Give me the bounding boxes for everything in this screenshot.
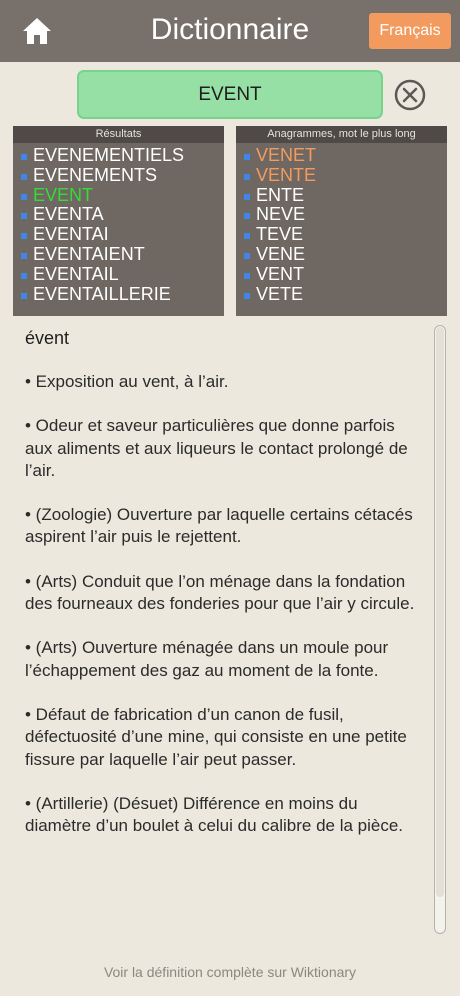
result-item[interactable] [13, 245, 224, 265]
anagrams-panel-header: Anagrammes, mot le plus long [236, 126, 447, 143]
anagram-item-label: NEVE [256, 204, 306, 225]
scrollbar-thumb[interactable] [436, 327, 444, 897]
result-item[interactable] [13, 205, 224, 225]
result-item-label: EVENTAIENT [33, 243, 145, 264]
result-item[interactable] [13, 265, 224, 285]
results-list [13, 143, 224, 304]
bullet-icon [21, 213, 27, 219]
wiktionary-link[interactable]: Voir la définition complète sur Wiktionary [103, 964, 357, 980]
definition-area[interactable] [25, 327, 420, 935]
bullet-icon [244, 194, 250, 200]
result-item-label: EVENTA [33, 204, 104, 225]
bullet-icon [244, 273, 250, 279]
bullet-icon [21, 194, 27, 200]
result-item-label: EVENTAI [33, 224, 109, 245]
bullet-icon [21, 253, 27, 259]
bullet-icon [244, 253, 250, 259]
result-item-label: EVENTAILLERIE [33, 283, 171, 304]
definition-scrollbar[interactable] [434, 325, 446, 934]
anagram-item[interactable] [236, 146, 447, 166]
bullet-icon [244, 154, 250, 160]
top-bar [0, 0, 460, 62]
anagram-item-label: VENT [256, 263, 305, 284]
bullet-icon [21, 174, 27, 180]
definition-word: évent [25, 328, 70, 348]
result-item-label: EVENEMENTIELS [33, 145, 185, 165]
anagram-item[interactable] [236, 166, 447, 186]
page-title: Dictionnaire [150, 13, 310, 46]
anagram-item-label: VENET [256, 145, 317, 165]
anagrams-list [236, 143, 447, 304]
definition-item: • Défaut de fabrication d’un canon de fusil, défectuosité d’une mine, qui consiste en une petite fissure par laquelle l’air peut passer. [25, 704, 407, 769]
anagram-item[interactable] [236, 245, 447, 265]
result-item-label: EVENT [33, 184, 94, 205]
anagrams-panel [236, 126, 447, 316]
clear-search-button[interactable] [394, 79, 426, 111]
definition-item: • Odeur et saveur particulières que donne parfois aux aliments et aux liqueurs le contact prolongé de l’air. [25, 416, 408, 480]
bullet-icon [21, 233, 27, 239]
result-item[interactable] [13, 285, 224, 305]
anagram-item[interactable] [236, 186, 447, 206]
language-button[interactable]: Français [369, 13, 451, 49]
result-item-label: EVENTAIL [33, 263, 119, 284]
results-panel-header: Résultats [13, 126, 224, 143]
anagram-item-label: VENTE [256, 164, 317, 185]
results-panel [13, 126, 224, 316]
bullet-icon [244, 213, 250, 219]
search-input[interactable] [77, 70, 383, 119]
definition-item: • (Arts) Ouverture ménagée dans un moule pour l’échappement des gaz au moment de la fonte. [25, 638, 389, 680]
anagram-item-label: VENE [256, 243, 306, 264]
anagram-item-label: ENTE [256, 184, 305, 205]
anagram-item[interactable] [236, 285, 447, 305]
definition-item: • (Artillerie) (Désuet) Différence en moins du diamètre d’un boulet à celui du calibre de la pièce. [25, 793, 404, 836]
anagram-item-label: TEVE [256, 224, 304, 245]
result-item-label: EVENEMENTS [33, 164, 158, 185]
definition-item: • (Arts) Conduit que l’on ménage dans la fondation des fourneaux des fonderies pour que l’air y circule. [25, 571, 415, 614]
result-item[interactable] [13, 186, 224, 206]
definition-item: • Exposition au vent, à l’air. [25, 372, 229, 391]
result-item[interactable] [13, 225, 224, 245]
result-item[interactable] [13, 166, 224, 186]
anagram-item[interactable] [236, 265, 447, 285]
anagram-item[interactable] [236, 225, 447, 245]
bullet-icon [21, 154, 27, 160]
anagram-item-label: VETE [256, 283, 304, 304]
bullet-icon [21, 273, 27, 279]
bullet-icon [244, 293, 250, 299]
bullet-icon [244, 233, 250, 239]
definition-item: • (Zoologie) Ouverture par laquelle certains cétacés aspirent l’air puis le rejettent. [25, 505, 413, 547]
bullet-icon [244, 174, 250, 180]
result-item[interactable] [13, 146, 224, 166]
clear-circle-icon [394, 79, 426, 111]
bullet-icon [21, 293, 27, 299]
anagram-item[interactable] [236, 205, 447, 225]
